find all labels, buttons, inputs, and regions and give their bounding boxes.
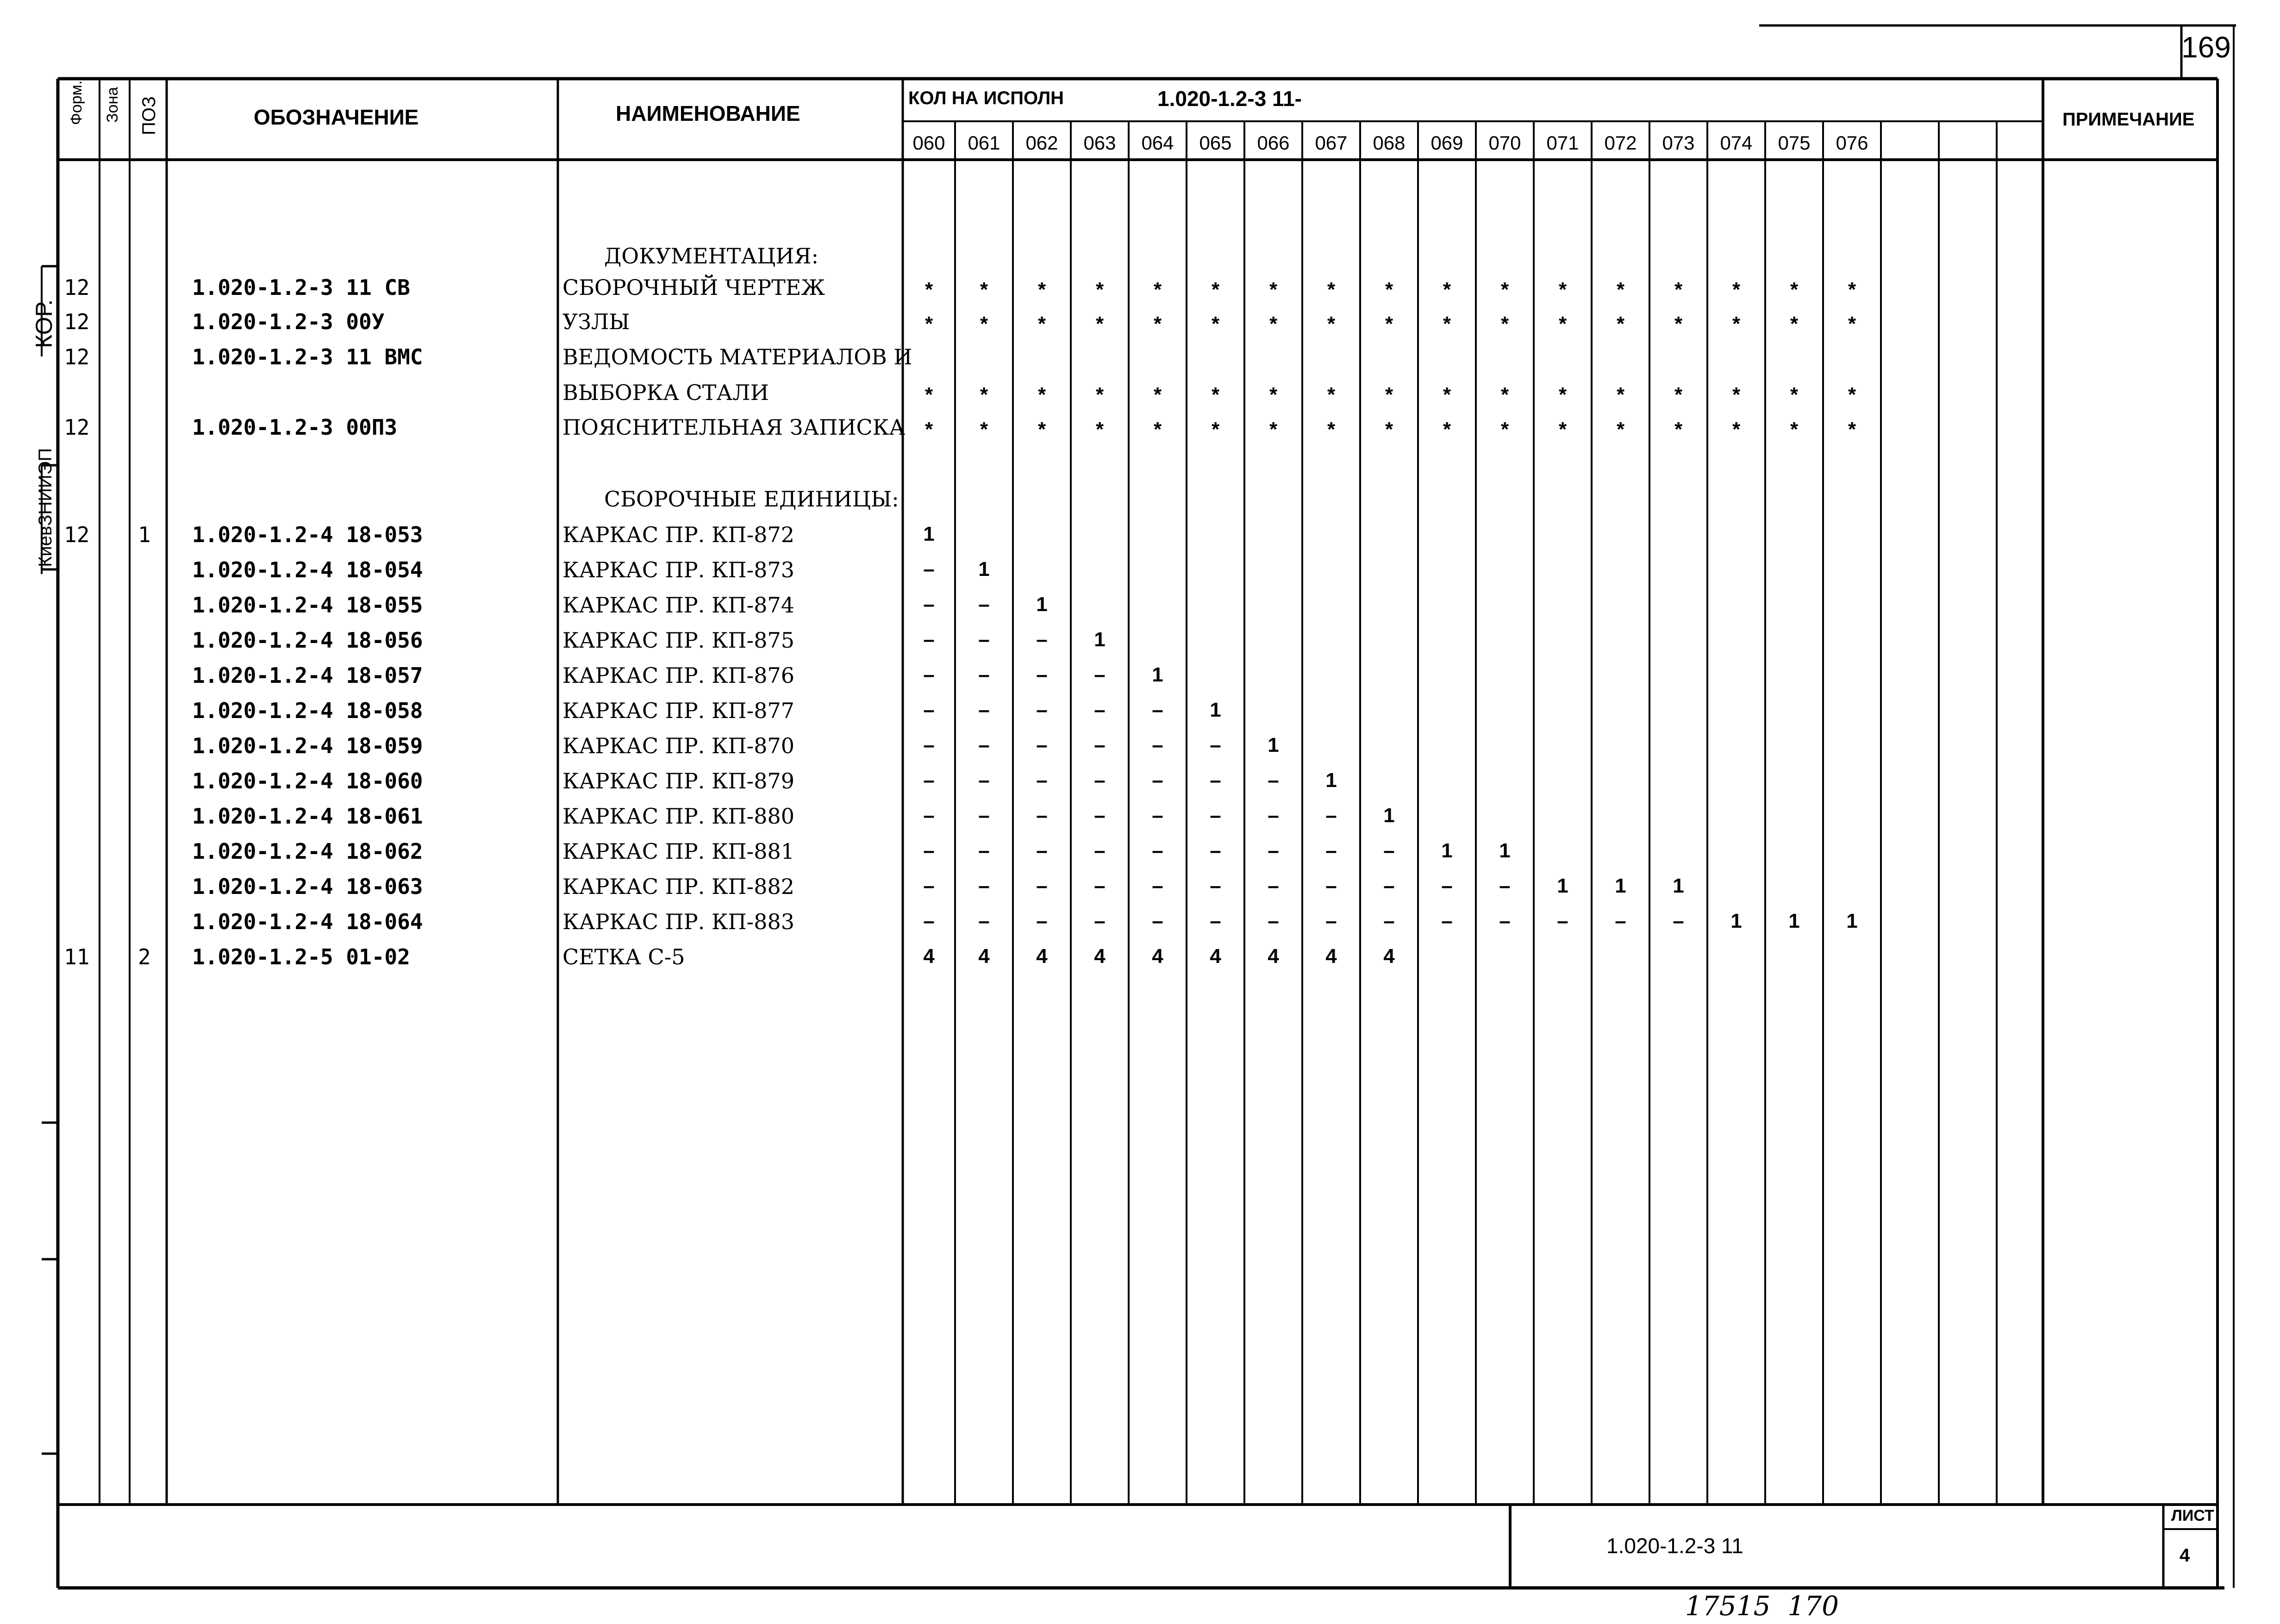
variant-code-063: 063 — [1083, 132, 1116, 154]
qty-cell: – — [978, 663, 990, 686]
qty-cell: * — [1327, 383, 1336, 406]
row-designation: 1.020-1.2-4 18-062 — [192, 839, 423, 864]
qty-cell: 1 — [978, 558, 990, 581]
variant-code-074: 074 — [1720, 132, 1753, 154]
row-designation: 1.020-1.2-4 18-058 — [192, 698, 423, 723]
qty-cell: * — [1616, 312, 1625, 335]
qty-cell: 4 — [1036, 945, 1048, 968]
qty-cell: * — [924, 278, 933, 301]
row-format: 12 — [64, 344, 90, 369]
qty-cell: 1 — [1036, 593, 1048, 616]
header-qty-per-variant: КОЛ НА ИСПОЛН — [908, 88, 1064, 108]
qty-cell: – — [978, 628, 990, 651]
qty-cell: * — [1790, 312, 1799, 335]
qty-cell: * — [1385, 418, 1393, 441]
qty-cell: * — [1095, 278, 1104, 301]
qty-cell: * — [1095, 312, 1104, 335]
qty-cell: * — [1500, 418, 1509, 441]
qty-cell: – — [1036, 628, 1048, 651]
qty-cell: 1 — [1846, 910, 1858, 932]
qty-cell: * — [1095, 418, 1104, 441]
qty-cell: 4 — [1268, 945, 1279, 968]
qty-cell: * — [1269, 312, 1278, 335]
row-designation: 1.020-1.2-3 00У — [192, 309, 385, 334]
header-zone: Зона — [104, 87, 121, 123]
qty-cell: – — [978, 769, 990, 792]
qty-cell: * — [1037, 312, 1046, 335]
header-format: Форм. — [68, 80, 85, 125]
qty-cell: * — [1327, 278, 1336, 301]
qty-cell: – — [1036, 769, 1048, 792]
qty-cell: – — [1152, 769, 1163, 792]
variant-code-068: 068 — [1373, 132, 1405, 154]
variant-code-069: 069 — [1430, 132, 1463, 154]
qty-cell: – — [1036, 699, 1048, 721]
qty-cell: 4 — [1152, 945, 1163, 968]
qty-cell: – — [1152, 910, 1163, 932]
row-designation: 1.020-1.2-4 18-054 — [192, 557, 423, 582]
title-block-sheet-label: ЛИСТ — [2171, 1507, 2214, 1524]
qty-cell: * — [1385, 312, 1393, 335]
row-format: 12 — [64, 309, 90, 334]
qty-cell: – — [978, 593, 990, 616]
qty-cell: – — [923, 699, 935, 721]
qty-cell: – — [1152, 874, 1163, 897]
row-name: КАРКАС ПР. КП-883 — [562, 909, 795, 934]
header-name: НАИМЕНОВАНИЕ — [616, 101, 800, 125]
qty-cell: – — [1210, 769, 1221, 792]
qty-cell: * — [1500, 383, 1509, 406]
qty-cell: – — [1210, 910, 1221, 932]
qty-cell: * — [1674, 278, 1683, 301]
row-designation: 1.020-1.2-4 18-060 — [192, 768, 423, 793]
qty-cell: 1 — [1268, 734, 1279, 756]
qty-cell: – — [923, 874, 935, 897]
variant-code-075: 075 — [1778, 132, 1811, 154]
variant-code-064: 064 — [1141, 132, 1174, 154]
qty-cell: 1 — [1615, 874, 1626, 897]
row-designation: 1.020-1.2-4 18-055 — [192, 593, 423, 618]
qty-cell: – — [1383, 910, 1395, 932]
qty-cell: * — [1558, 418, 1567, 441]
qty-cell: * — [1732, 312, 1741, 335]
qty-cell: * — [924, 383, 933, 406]
qty-cell: 1 — [1730, 910, 1742, 932]
footer-handwritten-number: 17515 170 — [1685, 1590, 1839, 1622]
qty-cell: – — [1210, 734, 1221, 756]
qty-cell: * — [1500, 312, 1509, 335]
row-position: 1 — [138, 522, 151, 547]
qty-cell: 4 — [1325, 945, 1337, 968]
qty-cell: 4 — [978, 945, 990, 968]
qty-cell: – — [1383, 839, 1395, 862]
qty-cell: * — [1616, 278, 1625, 301]
row-name: ВЫБОРКА СТАЛИ — [562, 380, 769, 405]
row-designation: 1.020-1.2-5 01-02 — [192, 944, 410, 969]
qty-cell: – — [978, 699, 990, 721]
row-name: КАРКАС ПР. КП-876 — [562, 663, 795, 688]
variant-code-067: 067 — [1315, 132, 1348, 154]
margin-org: КиевЗНИИЭП — [35, 448, 56, 567]
qty-cell: – — [1094, 839, 1106, 862]
qty-cell: – — [1441, 910, 1453, 932]
qty-cell: – — [1152, 839, 1163, 862]
qty-cell: – — [1615, 910, 1626, 932]
qty-cell: * — [1385, 383, 1393, 406]
qty-cell: * — [1153, 312, 1162, 335]
variant-code-070: 070 — [1488, 132, 1521, 154]
qty-cell: – — [1094, 699, 1106, 721]
row-name: КАРКАС ПР. КП-870 — [562, 733, 795, 758]
row-format: 12 — [64, 275, 90, 300]
qty-cell: – — [1557, 910, 1568, 932]
qty-cell: 1 — [1788, 910, 1800, 932]
qty-cell: – — [1325, 874, 1337, 897]
qty-cell: 1 — [1673, 874, 1684, 897]
row-designation: 1.020-1.2-4 18-056 — [192, 628, 423, 653]
qty-cell: – — [1210, 804, 1221, 827]
qty-cell: * — [1443, 383, 1451, 406]
qty-cell: – — [1094, 769, 1106, 792]
qty-cell: – — [1268, 874, 1279, 897]
variant-code-065: 065 — [1199, 132, 1232, 154]
qty-cell: – — [1094, 663, 1106, 686]
qty-cell: * — [924, 418, 933, 441]
qty-cell: – — [1325, 804, 1337, 827]
qty-cell: – — [1036, 839, 1048, 862]
row-format: 11 — [64, 944, 90, 969]
qty-cell: * — [1790, 418, 1799, 441]
qty-cell: – — [1094, 874, 1106, 897]
qty-cell: * — [1790, 278, 1799, 301]
qty-cell: * — [1443, 312, 1451, 335]
qty-cell: 4 — [1383, 945, 1395, 968]
title-block-sheet-number: 4 — [2180, 1545, 2190, 1566]
qty-cell: * — [1037, 278, 1046, 301]
qty-cell: * — [1211, 383, 1220, 406]
qty-cell: * — [1269, 418, 1278, 441]
qty-cell: – — [1094, 804, 1106, 827]
qty-cell: * — [1211, 312, 1220, 335]
variant-code-060: 060 — [912, 132, 945, 154]
row-format: 12 — [64, 522, 90, 547]
qty-cell: – — [923, 910, 935, 932]
header-note: ПРИМЕЧАНИЕ — [2062, 109, 2195, 130]
row-name: КАРКАС ПР. КП-875 — [562, 628, 795, 653]
qty-cell: – — [1152, 804, 1163, 827]
row-name: КАРКАС ПР. КП-872 — [562, 522, 795, 547]
qty-cell: 1 — [1441, 839, 1453, 862]
qty-cell: * — [1327, 312, 1336, 335]
qty-cell: * — [1153, 278, 1162, 301]
qty-cell: 4 — [1210, 945, 1221, 968]
qty-cell: * — [1269, 383, 1278, 406]
qty-cell: 1 — [1210, 699, 1221, 721]
sheet-number-top: 169 — [2181, 31, 2231, 64]
row-name: КАРКАС ПР. КП-880 — [562, 804, 795, 829]
qty-cell: – — [923, 769, 935, 792]
qty-cell: * — [980, 418, 988, 441]
row-designation: 1.020-1.2-4 18-064 — [192, 909, 423, 934]
section-heading: ДОКУМЕНТАЦИЯ: — [604, 244, 819, 269]
qty-cell: – — [923, 628, 935, 651]
qty-cell: – — [1152, 734, 1163, 756]
section-heading: СБОРОЧНЫЕ ЕДИНИЦЫ: — [604, 487, 899, 512]
row-name: ВЕДОМОСТЬ МАТЕРИАЛОВ И — [562, 344, 912, 369]
qty-cell: 1 — [1383, 804, 1395, 827]
variant-code-061: 061 — [968, 132, 1000, 154]
row-designation: 1.020-1.2-4 18-057 — [192, 663, 423, 688]
variant-code-076: 076 — [1836, 132, 1868, 154]
row-designation: 1.020-1.2-3 11 ВМС — [192, 344, 423, 369]
qty-cell: 4 — [1094, 945, 1106, 968]
qty-cell: – — [1036, 874, 1048, 897]
qty-cell: – — [1094, 734, 1106, 756]
row-designation: 1.020-1.2-3 00ПЗ — [192, 415, 398, 440]
qty-cell: – — [1268, 769, 1279, 792]
qty-cell: * — [1732, 418, 1741, 441]
qty-cell: – — [1268, 839, 1279, 862]
row-name: КАРКАС ПР. КП-879 — [562, 768, 795, 793]
qty-cell: * — [1211, 278, 1220, 301]
row-name: СБОРОЧНЫЙ ЧЕРТЕЖ — [562, 275, 825, 300]
row-name: КАРКАС ПР. КП-873 — [562, 557, 795, 582]
row-name: УЗЛЫ — [562, 309, 630, 334]
qty-cell: – — [1094, 910, 1106, 932]
qty-cell: * — [1558, 312, 1567, 335]
qty-cell: * — [1674, 383, 1683, 406]
qty-cell: 1 — [923, 523, 935, 545]
qty-cell: * — [980, 383, 988, 406]
qty-cell: – — [1673, 910, 1684, 932]
qty-cell: 1 — [1557, 874, 1568, 897]
row-name: КАРКАС ПР. КП-882 — [562, 874, 795, 899]
qty-cell: * — [1211, 418, 1220, 441]
qty-cell: * — [980, 278, 988, 301]
qty-cell: – — [1499, 910, 1511, 932]
header-pos: ПОЗ — [139, 96, 159, 135]
qty-cell: * — [1848, 278, 1856, 301]
qty-cell: * — [1848, 383, 1856, 406]
qty-cell: * — [1674, 418, 1683, 441]
qty-cell: – — [1325, 910, 1337, 932]
row-designation: 1.020-1.2-4 18-053 — [192, 522, 423, 547]
qty-cell: – — [1036, 910, 1048, 932]
qty-cell: – — [1036, 663, 1048, 686]
qty-cell: – — [923, 734, 935, 756]
qty-cell: – — [1210, 839, 1221, 862]
qty-cell: – — [1036, 804, 1048, 827]
qty-cell: – — [978, 804, 990, 827]
row-name: СЕТКА С-5 — [562, 944, 685, 969]
variant-code-062: 062 — [1025, 132, 1058, 154]
qty-cell: * — [1616, 418, 1625, 441]
qty-cell: – — [1268, 804, 1279, 827]
qty-cell: * — [1153, 383, 1162, 406]
qty-cell: – — [923, 593, 935, 616]
qty-cell: * — [1153, 418, 1162, 441]
margin-kor: КОР. — [31, 299, 57, 348]
qty-cell: – — [978, 910, 990, 932]
qty-cell: – — [978, 839, 990, 862]
qty-cell: – — [1268, 910, 1279, 932]
qty-cell: – — [923, 558, 935, 581]
header-base-code: 1.020-1.2-3 11- — [1157, 87, 1302, 111]
qty-cell: * — [1037, 418, 1046, 441]
qty-cell: – — [1152, 699, 1163, 721]
qty-cell: – — [923, 663, 935, 686]
variant-code-072: 072 — [1604, 132, 1637, 154]
qty-cell: – — [978, 874, 990, 897]
qty-cell: * — [1790, 383, 1799, 406]
qty-cell: * — [1443, 418, 1451, 441]
row-designation: 1.020-1.2-4 18-059 — [192, 733, 423, 758]
qty-cell: – — [1441, 874, 1453, 897]
qty-cell: * — [1095, 383, 1104, 406]
qty-cell: * — [1732, 278, 1741, 301]
row-format: 12 — [64, 415, 90, 440]
variant-code-066: 066 — [1257, 132, 1290, 154]
row-designation: 1.020-1.2-4 18-061 — [192, 804, 423, 829]
row-name: КАРКАС ПР. КП-874 — [562, 593, 795, 618]
qty-cell: 1 — [1094, 628, 1106, 651]
qty-cell: – — [978, 734, 990, 756]
qty-cell: * — [1327, 418, 1336, 441]
qty-cell: 4 — [923, 945, 935, 968]
qty-cell: * — [1848, 418, 1856, 441]
title-block-doc-code: 1.020-1.2-3 11 — [1606, 1534, 1743, 1558]
variant-code-071: 071 — [1546, 132, 1579, 154]
qty-cell: * — [1443, 278, 1451, 301]
qty-cell: * — [924, 312, 933, 335]
qty-cell: – — [1383, 874, 1395, 897]
qty-cell: * — [1558, 278, 1567, 301]
row-designation: 1.020-1.2-4 18-063 — [192, 874, 423, 899]
row-name: КАРКАС ПР. КП-881 — [562, 839, 795, 864]
row-position: 2 — [138, 944, 151, 969]
qty-cell: * — [1848, 312, 1856, 335]
qty-cell: – — [1036, 734, 1048, 756]
qty-cell: * — [1269, 278, 1278, 301]
header-designation: ОБОЗНАЧЕНИЕ — [254, 105, 419, 129]
qty-cell: * — [1500, 278, 1509, 301]
qty-cell: 1 — [1152, 663, 1163, 686]
qty-cell: * — [1037, 383, 1046, 406]
qty-cell: * — [1732, 383, 1741, 406]
variant-code-073: 073 — [1662, 132, 1695, 154]
row-name: ПОЯСНИТЕЛЬНАЯ ЗАПИСКА — [562, 415, 906, 440]
qty-cell: – — [1499, 874, 1511, 897]
qty-cell: 1 — [1499, 839, 1511, 862]
row-name: КАРКАС ПР. КП-877 — [562, 698, 795, 723]
qty-cell: 1 — [1325, 769, 1337, 792]
qty-cell: * — [1616, 383, 1625, 406]
qty-cell: – — [1210, 874, 1221, 897]
qty-cell: * — [1558, 383, 1567, 406]
qty-cell: * — [1385, 278, 1393, 301]
qty-cell: – — [1325, 839, 1337, 862]
qty-cell: * — [980, 312, 988, 335]
qty-cell: – — [923, 839, 935, 862]
qty-cell: * — [1674, 312, 1683, 335]
row-designation: 1.020-1.2-3 11 СВ — [192, 275, 410, 300]
qty-cell: – — [923, 804, 935, 827]
